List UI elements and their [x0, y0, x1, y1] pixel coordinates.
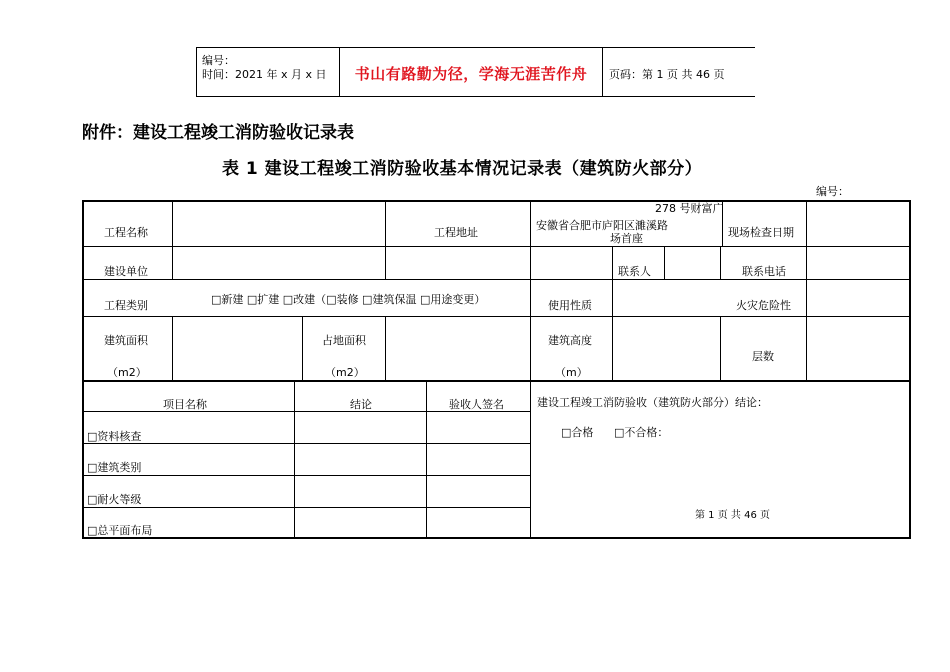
header-motto-cell: [340, 48, 603, 96]
land-area-unit: （m2）: [325, 366, 365, 379]
contact-person-label: 联系人: [618, 265, 651, 278]
building-area-label: 建筑面积: [104, 334, 148, 347]
fire-risk-label: 火灾危险性: [736, 299, 791, 312]
col-item-name: 项目名称: [163, 398, 207, 411]
building-height-unit: （m）: [555, 366, 588, 379]
check-item: □总平面布局: [87, 524, 153, 537]
page-footer: 第 1 页 共 46 页: [695, 510, 770, 521]
header-time: 时间：2021 年 x 月 x 日: [202, 68, 327, 81]
project-type-options: □新建 □扩建 □改建（□装修 □建筑保温 □用途变更）: [211, 293, 486, 306]
land-area-label: 占地面积: [322, 334, 366, 347]
inspection-date-label: 现场检查日期: [728, 226, 794, 239]
col-conclusion: 结论: [350, 398, 372, 411]
project-type-label: 工程类别: [104, 299, 148, 312]
header-serial-label: 编号：: [202, 54, 235, 67]
project-address-line2: 安徽省合肥市庐阳区濉溪路: [536, 219, 668, 232]
floors-label: 层数: [752, 350, 774, 363]
building-area-unit: （m2）: [107, 366, 147, 379]
contact-phone-label: 联系电话: [742, 265, 786, 278]
project-address-line1: 278 号财富广: [655, 202, 724, 215]
project-name-label: 工程名称: [104, 226, 148, 239]
conclusion-heading: 建设工程竣工消防验收（建筑防火部分）结论：: [537, 396, 768, 409]
pass-option: □合格: [561, 426, 594, 439]
form-serial-label: 编号：: [816, 185, 849, 198]
usage-label: 使用性质: [548, 299, 592, 312]
header-motto: 书山有路勤为径，学海无涯苦作舟: [354, 65, 588, 83]
project-address-line3: 场首座: [610, 232, 643, 245]
builder-label: 建设单位: [104, 265, 148, 278]
project-address-label: 工程地址: [434, 226, 478, 239]
check-item: □建筑类别: [87, 461, 142, 474]
check-item: □资料核查: [87, 430, 142, 443]
col-signature: 验收人签名: [449, 398, 504, 411]
header-page-code: 页码：第 1 页 共 46 页: [609, 68, 725, 81]
fail-option: □不合格：: [614, 426, 669, 439]
table-title: 表 1 建设工程竣工消防验收基本情况记录表（建筑防火部分）: [222, 159, 703, 179]
building-height-label: 建筑高度: [548, 334, 592, 347]
document-header: [196, 47, 755, 97]
header-meta-cell: [197, 48, 340, 96]
check-item: □耐火等级: [87, 493, 142, 506]
attachment-title: 附件：建设工程竣工消防验收记录表: [82, 123, 354, 143]
